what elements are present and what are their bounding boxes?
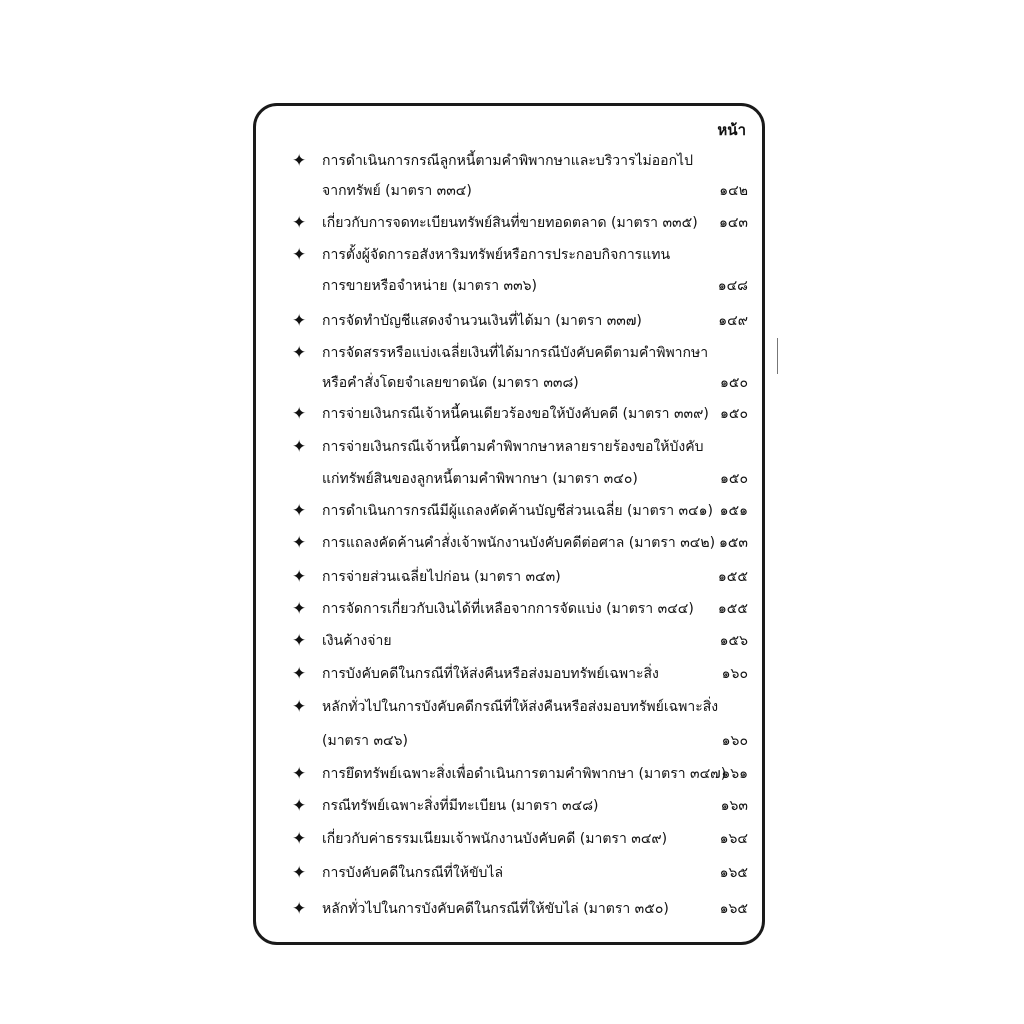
toc-entry-page-number: ๑๕๐ (719, 406, 748, 422)
toc-entry-page-number: ๑๖๑ (721, 766, 748, 782)
toc-entry-page-number: ๑๕๑ (719, 503, 748, 519)
toc-entry-title: การแถลงคัดค้านคำสั่งเจ้าพนักงานบังคับคดีต่อศาล (มาตรา ๓๔๒) (322, 535, 716, 551)
four-point-star-icon: ✦ (292, 899, 307, 919)
toc-entry-title-continued: การขายหรือจำหน่าย (มาตรา ๓๓๖) (322, 278, 537, 294)
toc-entry-title: หลักทั่วไปในการบังคับคดีกรณีที่ให้ส่งคืนหรือส่งมอบทรัพย์เฉพาะสิ่ง (322, 699, 719, 715)
four-point-star-icon: ✦ (292, 863, 307, 883)
toc-entry-page-number: ๑๔๒ (719, 183, 748, 199)
toc-entry-title: การจัดทำบัญชีแสดงจำนวนเงินที่ได้มา (มาตรา ๓๓๗) (322, 313, 642, 329)
toc-entry-title: หลักทั่วไปในการบังคับคดีในกรณีที่ให้ขับไล่ (มาตรา ๓๕๐) (322, 901, 669, 917)
toc-entry-title: การจัดการเกี่ยวกับเงินได้ที่เหลือจากการจัดแบ่ง (มาตรา ๓๔๔) (322, 601, 694, 617)
toc-entry-page-number: ๑๖๔ (719, 831, 748, 847)
toc-entry-page-number: ๑๕๐ (719, 471, 748, 487)
toc-entry-title: การยึดทรัพย์เฉพาะสิ่งเพื่อดำเนินการตามคำพิพากษา (มาตรา ๓๔๗) (322, 766, 727, 782)
toc-entry-title: การจ่ายส่วนเฉลี่ยไปก่อน (มาตรา ๓๔๓) (322, 569, 561, 585)
toc-entry-title-continued: (มาตรา ๓๔๖) (322, 733, 408, 749)
four-point-star-icon: ✦ (292, 404, 307, 424)
four-point-star-icon: ✦ (292, 697, 307, 717)
toc-entry-page-number: ๑๖๐ (721, 666, 748, 682)
four-point-star-icon: ✦ (292, 599, 307, 619)
four-point-star-icon: ✦ (292, 664, 307, 684)
toc-entry-page-number: ๑๕๕ (717, 569, 748, 585)
four-point-star-icon: ✦ (292, 567, 307, 587)
four-point-star-icon: ✦ (292, 437, 307, 457)
toc-entry-page-number: ๑๔๘ (717, 278, 748, 294)
toc-entry-title: กรณีทรัพย์เฉพาะสิ่งที่มีทะเบียน (มาตรา ๓๔๘) (322, 798, 599, 814)
toc-entry-page-number: ๑๖๐ (721, 733, 748, 749)
toc-entry-title: การดำเนินการกรณีลูกหนี้ตามคำพิพากษาและบริวารไม่ออกไป (322, 153, 693, 169)
page-column-header: หน้า (717, 121, 746, 139)
toc-frame (253, 103, 765, 945)
toc-entry-page-number: ๑๔๓ (718, 215, 748, 231)
toc-entry-title: การจัดสรรหรือแบ่งเฉลี่ยเงินที่ได้มากรณีบังคับคดีตามคำพิพากษา (322, 345, 709, 361)
four-point-star-icon: ✦ (292, 631, 307, 651)
four-point-star-icon: ✦ (292, 764, 307, 784)
toc-entry-title: การบังคับคดีในกรณีที่ให้ขับไล่ (322, 865, 504, 881)
four-point-star-icon: ✦ (292, 213, 307, 233)
toc-entry-title: การตั้งผู้จัดการอสังหาริมทรัพย์หรือการประกอบกิจการแทน (322, 247, 671, 263)
four-point-star-icon: ✦ (292, 796, 307, 816)
toc-entry-title: เงินค้างจ่าย (322, 633, 392, 649)
four-point-star-icon: ✦ (292, 311, 307, 331)
toc-entry-title: การบังคับคดีในกรณีที่ให้ส่งคืนหรือส่งมอบทรัพย์เฉพาะสิ่ง (322, 666, 659, 682)
toc-entry-page-number: ๑๕๖ (719, 633, 748, 649)
toc-entry-title-continued: แก่ทรัพย์สินของลูกหนี้ตามคำพิพากษา (มาตรา ๓๔๐) (322, 471, 638, 487)
toc-entry-title-continued: จากทรัพย์ (มาตรา ๓๓๔) (322, 183, 472, 199)
toc-entry-page-number: ๑๖๕ (719, 865, 748, 881)
four-point-star-icon: ✦ (292, 245, 307, 265)
toc-entry-title: เกี่ยวกับค่าธรรมเนียมเจ้าพนักงานบังคับคดี (มาตรา ๓๔๙) (322, 831, 668, 847)
toc-entry-title: การดำเนินการกรณีมีผู้แถลงคัดค้านบัญชีส่วนเฉลี่ย (มาตรา ๓๔๑) (322, 503, 714, 519)
four-point-star-icon: ✦ (292, 829, 307, 849)
toc-entry-page-number: ๑๔๙ (718, 313, 748, 329)
toc-entry-title: การจ่ายเงินกรณีเจ้าหนี้ตามคำพิพากษาหลายรายร้องขอให้บังคับ (322, 439, 704, 455)
toc-entry-title: เกี่ยวกับการจดทะเบียนทรัพย์สินที่ขายทอดตลาด (มาตรา ๓๓๕) (322, 215, 698, 231)
toc-entry-page-number: ๑๖๕ (719, 901, 748, 917)
four-point-star-icon: ✦ (292, 343, 307, 363)
four-point-star-icon: ✦ (292, 151, 307, 171)
toc-entry-title: การจ่ายเงินกรณีเจ้าหนี้คนเดียวร้องขอให้บังคับคดี (มาตรา ๓๓๙) (322, 406, 709, 422)
toc-entry-page-number: ๑๕๐ (719, 375, 748, 391)
toc-entry-title-continued: หรือคำสั่งโดยจำเลยขาดนัด (มาตรา ๓๓๘) (322, 375, 579, 391)
margin-mark (777, 338, 778, 374)
four-point-star-icon: ✦ (292, 533, 307, 553)
four-point-star-icon: ✦ (292, 501, 307, 521)
toc-entry-page-number: ๑๕๓ (718, 535, 748, 551)
toc-entry-page-number: ๑๖๓ (720, 798, 748, 814)
toc-entry-page-number: ๑๕๕ (717, 601, 748, 617)
